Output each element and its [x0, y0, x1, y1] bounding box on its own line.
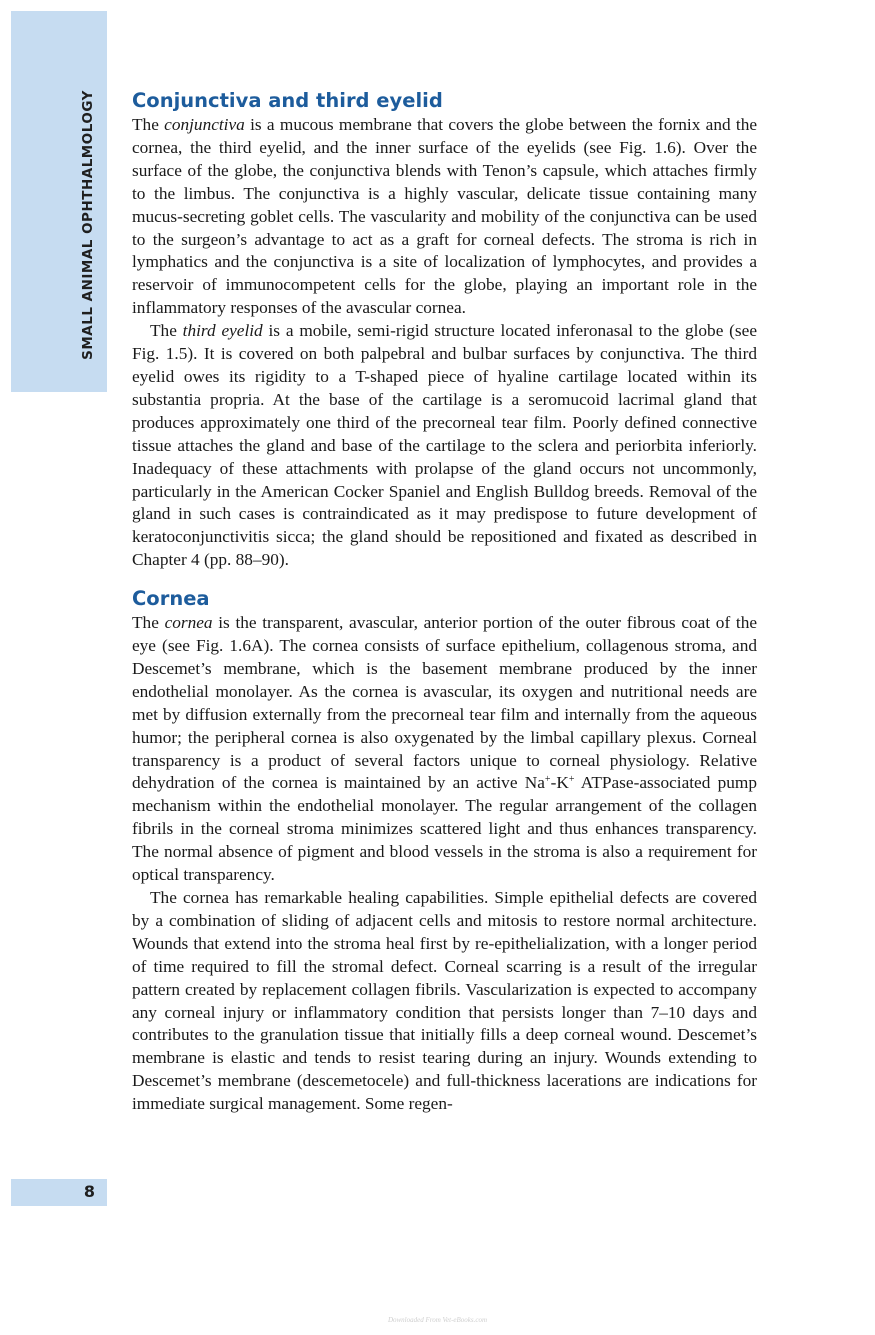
watermark: Downloaded From Vet-eBooks.com — [387, 1316, 488, 1324]
paragraph: The conjunctiva is a mucous membrane that covers the globe between the fornix and the cornea, the third eyelid, and the inner surface of the eyelids (see Fig. 1.6). Over the surface of the globe, the conjunctiva blends with Tenon’s capsule, which attaches firmly to the limbus. The conjunctiva is a highly vascular, delicate tissue containing many mucus-secreting goblet cells. The vascularity and mobility of the conjunctiva can be used to the surgeon’s advantage to act as a graft for corneal defects. The stroma is rich in lymphatics and the conjunctiva is a site of localization of lymphocytes, and provides a reservoir of immunocompetent cells for the globe, playing an important role in the inflammatory responses of the avascular cornea. — [132, 115, 758, 318]
term: third eyelid — [182, 321, 263, 341]
paragraph: The cornea is the transparent, avascular, anterior portion of the outer fibrous coat of the eye (see Fig. 1.6A). The cornea consists of surface epithelium, collagenous stroma, and Descemet’s membrane, which is the basement membrane produced by the inner endothelial monolayer. As the cornea is avascular, its oxygen and nutritional needs are met by diffusion externally from the precorneal tear film and internally from the aqueous humor; the peripheral cornea is also oxygenated by the limbal capillary plexus. Corneal transparency is a product of several factors unique to corneal physiology. Relative dehydration of the cornea is maintained by an active Na+-K+ ATPase-associated pump mechanism within the endothelial monolayer. The regular arrangement of the collagen fibrils in the corneal stroma minimizes scattered light and thus enhances transparency. The normal absence of pigment and blood vessels in the stroma is also a requirement for optical transparency. — [132, 613, 758, 885]
page-body — [132, 88, 757, 1116]
paragraph: The cornea has remarkable healing capabilities. Simple epithelial defects are covered by a combination of sliding of adjacent cells and mitosis to restore normal architecture. Wounds that extend into the stroma heal first by re-epithelialization, with a longer period of time required to fill the stromal defect. Corneal scarring is a result of the irregular pattern created by replacement collagen fibrils. Vascularization is expected to accompany any corneal injury or inflammatory condition that persists longer than 7–10 days and contributes to the granulation tissue that initially fills a deep corneal wound. Descemet’s membrane is elastic and tends to resist tearing during an injury. Wounds extending to Descemet’s membrane (descemetocele) and full-thickness lacerations are indications for immediate surgical management. Some regen- — [132, 888, 757, 1114]
term: cornea — [164, 613, 213, 633]
running-head: SMALL ANIMAL OPHTHALMOLOGY — [80, 90, 96, 360]
term: conjunctiva — [164, 115, 245, 134]
paragraph: The third eyelid is a mobile, semi-rigid structure located inferonasal to the globe (see Fig. 1.5). It is covered on both palpebral and bulbar surfaces by conjunctiva. The third eyelid owes its rigidity to a T-shaped piece of hyaline cartilage located within its substantia propria. At the base of the cartilage is a seromucoid lacrimal gland that produces approximately one third of the precorneal tear film. Poorly defined connective tissue attaches the gland and base of the cartilage to the sclera and periorbita inferiorly. Inadequacy of these attachments with prolapse of the gland occurs not uncommonly, particularly in the American Cocker Spaniel and English Bulldog breeds. Removal of the gland in such cases is contraindicated as it may predispose to future development of keratoconjunctivitis sicca; the gland should be repositioned and fixated as described in Chapter 4 (pp. 88–90). — [132, 321, 757, 570]
page-number-tab — [11, 1179, 107, 1206]
section-heading: Cornea — [132, 587, 210, 611]
page-number: 8 — [83, 1182, 95, 1201]
section-cornea — [132, 586, 757, 1116]
section-conjunctiva — [132, 88, 757, 572]
section-heading: Conjunctiva and third eyelid — [132, 89, 443, 112]
